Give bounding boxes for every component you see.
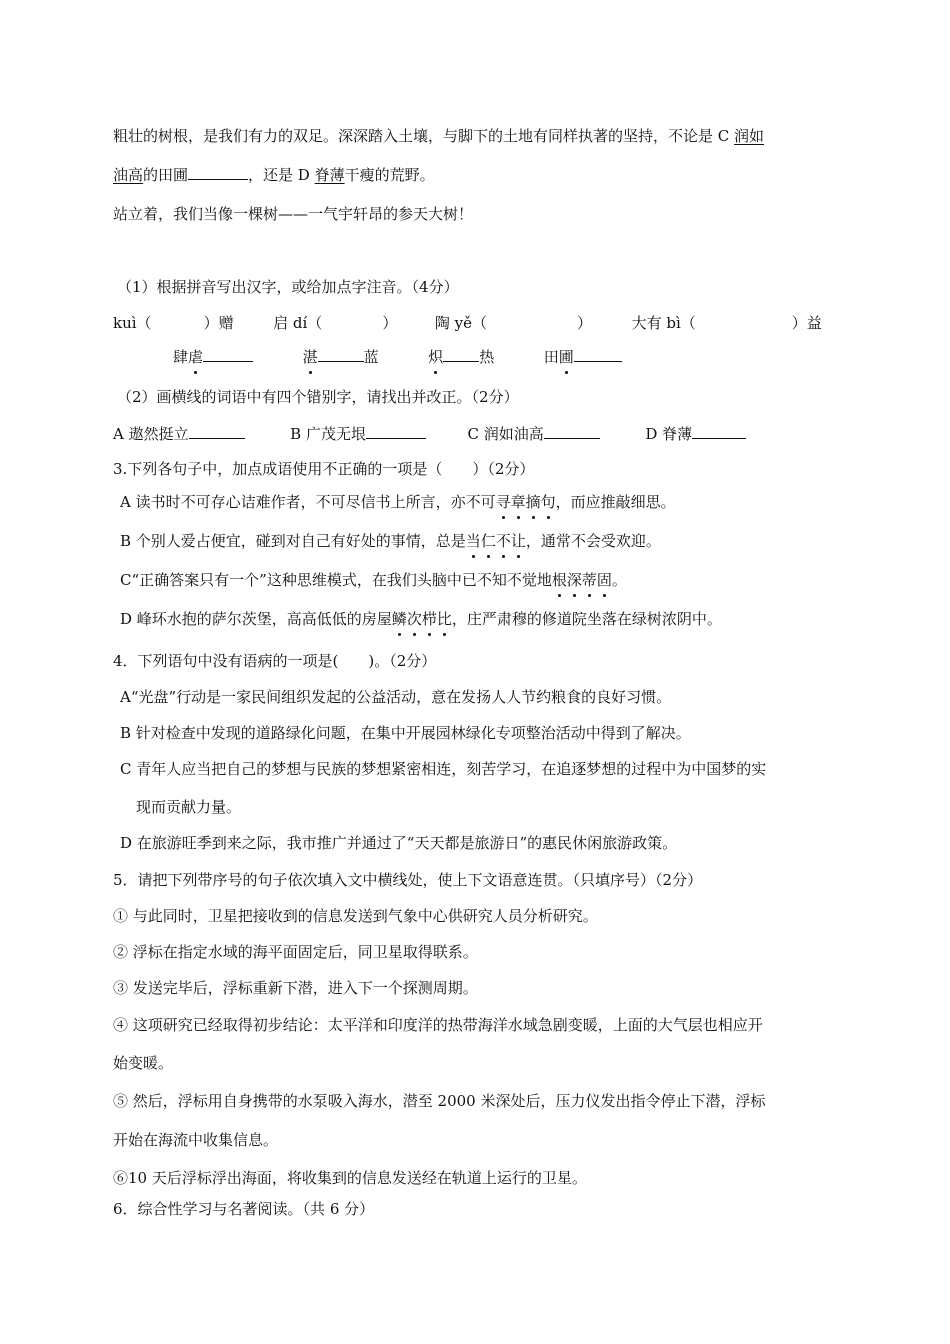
answer-blank[interactable] (692, 424, 746, 439)
q5-sentence-6: ⑥10 天后浮标浮出海面，将收集到的信息发送经在轨道上运行的卫星。 (113, 1169, 587, 1187)
q2-title: （2）画横线的词语中有四个错别字，请找出并改正。（2分） (117, 388, 519, 406)
passage-text: ，还是 D (248, 166, 315, 184)
q2-option-b: B 广茂无垠 (290, 425, 366, 443)
q3-title: 3.下列各句子中，加点成语使用不正确的一项是（ ）（2分） (113, 460, 535, 478)
pinyin-item: kuì（ ）赠 (113, 314, 234, 332)
pinyin-item: 陶 yě（ ） (434, 314, 593, 332)
answer-blank[interactable] (366, 424, 426, 439)
answer-blank[interactable] (443, 347, 479, 362)
answer-blank[interactable] (188, 165, 248, 180)
q4-option-d: D 在旅游旺季到来之际，我市推广并通过了“天天都是旅游日”的惠民休闲旅游政策。 (120, 834, 678, 852)
q3-option-a: A 读书时不可存心诘难作者，不可尽信书上所言，亦不可寻章摘句，而应推敲细思。 (120, 493, 676, 511)
q4-option-a: A“光盘”行动是一家民间组织发起的公益活动，意在发扬人人节约粮食的良好习惯。 (120, 688, 672, 706)
passage-line-2 (113, 165, 435, 185)
word-item: 肆虐 (173, 348, 204, 366)
underlined-word: 油高 (113, 166, 144, 184)
q5-sentence-1: ① 与此同时，卫星把接收到的信息发送到气象中心供研究人员分析研究。 (113, 907, 598, 925)
q1-title: （1）根据拼音写出汉字，或给加点字注音。（4分） (117, 278, 459, 296)
q5-sentence-4: ④ 这项研究已经取得初步结论：太平洋和印度洋的热带海洋水域急剧变暖，上面的大气层也相应开 (113, 1016, 763, 1034)
q4-option-c: C 青年人应当把自己的梦想与民族的梦想紧密相连，刻苦学习，在追逐梦想的过程中为中国梦的实 (120, 760, 767, 778)
word-item: 田圃 (543, 348, 574, 366)
q4-title: 4．下列语句中没有语病的一项是( )。（2分） (113, 652, 437, 670)
pinyin-item: 启 dí（ ） (273, 314, 398, 332)
q3-option-d: D 峰环水抱的萨尔茨堡，高高低低的房屋鳞次栉比，庄严肃穆的修道院坐落在绿树浓阴中。 (120, 610, 722, 628)
q1-words-row: 肆虐 湛 蓝 炽 热 田圃 (173, 347, 622, 367)
answer-blank[interactable] (189, 424, 245, 439)
q5-sentence-5-cont: 开始在海流中收集信息。 (113, 1131, 279, 1149)
passage-line-1 (113, 126, 764, 146)
underlined-word: 润如 (734, 127, 765, 145)
answer-blank[interactable] (574, 347, 622, 362)
q5-sentence-2: ② 浮标在指定水域的海平面固定后，同卫星取得联系。 (113, 943, 478, 961)
dotted-idiom: 鳞次栉比 (391, 610, 452, 628)
q5-sentence-3: ③ 发送完毕后，浮标重新下潜，进入下一个探测周期。 (113, 979, 478, 997)
q2-options-row (113, 424, 746, 444)
q5-sentence-5: ⑤ 然后，浮标用自身携带的水泵吸入海水，潜至 2000 米深处后，压力仪发出指令停止下潜，浮标 (113, 1092, 766, 1110)
answer-blank[interactable] (544, 424, 600, 439)
word-item: 湛 (302, 348, 318, 366)
q2-option-c: C 润如油高 (467, 425, 544, 443)
answer-blank[interactable] (318, 347, 364, 362)
q1-pinyin-row (113, 313, 822, 333)
dotted-idiom: 寻章摘句 (495, 493, 556, 511)
answer-blank[interactable] (203, 347, 253, 362)
q4-option-c-cont: 现而贡献力量。 (136, 798, 242, 816)
passage-text: 干瘦的荒野。 (344, 166, 435, 184)
passage-line-3: 站立着，我们当像一棵树——一气宇轩昂的参天大树！ (113, 205, 474, 223)
passage-text: 粗壮的树根，是我们有力的双足。深深踏入土壤，与脚下的土地有同样执著的坚持，不论是 C (113, 127, 735, 145)
dotted-idiom: 当仁不让 (465, 532, 526, 550)
underlined-word: 脊薄 (314, 166, 345, 184)
pinyin-item: 大有 bì（ ）益 (631, 314, 822, 332)
q3-option-b: B 个别人爱占便宜，碰到对自己有好处的事情，总是当仁不让，通常不会受欢迎。 (120, 532, 661, 550)
dotted-idiom: 根深蒂固 (551, 571, 612, 589)
q2-option-d: D 脊薄 (645, 425, 693, 443)
q3-option-c: C“正确答案只有一个”这种思维模式，在我们头脑中已不知不觉地根深蒂固。 (120, 571, 627, 589)
word-item: 炽 (428, 348, 444, 366)
q6-title: 6．综合性学习与名著阅读。（共 6 分） (113, 1200, 375, 1218)
q5-sentence-4-cont: 始变暖。 (113, 1054, 174, 1072)
q4-option-b: B 针对检查中发现的道路绿化问题，在集中开展园林绿化专项整治活动中得到了解决。 (120, 724, 691, 742)
passage-text: 的田圃 (143, 166, 189, 184)
q5-title: 5．请把下列带序号的句子依次填入文中横线处，使上下文语意连贯。（只填序号）（2分） (113, 871, 703, 889)
q2-option-a: A 遨然挺立 (113, 425, 189, 443)
